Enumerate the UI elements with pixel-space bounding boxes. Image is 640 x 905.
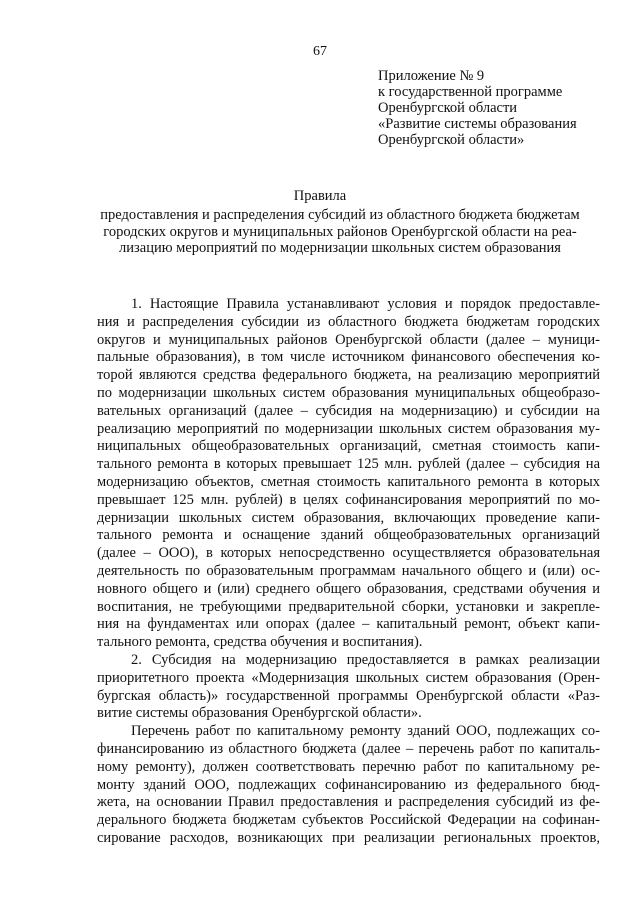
body-line: дернизации школьных систем образования, включающих проведение капи- <box>97 509 600 526</box>
body-line: воспитания, не требующими предварительной сборки, установки и закрепле- <box>97 598 600 615</box>
body-line: жета, на основании Правил предоставления и распределения субсидий из фе- <box>97 794 600 811</box>
body-line: тального ремонта и оснащение зданий общеобразовательных организаций <box>97 527 600 544</box>
body-line: 1. Настоящие Правила устанавливают условия и порядок предоставле- <box>131 296 600 312</box>
body-line: превышает 125 млн. рублей) в целях софинансирования мероприятий по мо- <box>97 491 600 508</box>
appendix-line: Оренбургской области <box>378 100 518 116</box>
body-line: сирование расходов, возникающих при реализации региональных проектов, <box>97 829 600 846</box>
body-line: монту зданий ООО, подлежащих софинансированию из федерального бюд- <box>97 776 600 793</box>
body-line: вательных организаций (далее – субсидия на модернизацию) и субсидии на <box>97 402 600 419</box>
body-line: дерального бюджета бюджетам субъектов Российской Федерации на софинан- <box>97 812 600 829</box>
body-line: новного общего и (или) среднего общего образования, средствами обучения и <box>97 580 600 597</box>
body-line: 2. Субсидия на модернизацию предоставляется в рамках реализации <box>131 651 600 668</box>
body-line: торой являются средства федерального бюджета, на реализацию мероприятий <box>97 367 600 384</box>
body-line: финансированию из областного бюджета (далее – перечень работ по капиталь- <box>97 740 600 757</box>
body-line: Перечень работ по капитальному ремонту зданий ООО, подлежащих со- <box>131 723 600 740</box>
subtitle-line: лизацию мероприятий по модернизации школьных систем образования <box>119 240 561 256</box>
body-line: деятельность по образовательным программам начального общего и (или) ос- <box>97 562 600 579</box>
appendix-line: Приложение № 9 <box>378 68 485 84</box>
body-line: реализацию мероприятий по модернизации школьных систем образования му- <box>97 420 600 437</box>
body-line: тального ремонта в которых превышает 125 млн. рублей (далее – субсидия на <box>97 456 600 473</box>
appendix-line: «Развитие системы образования <box>378 116 577 132</box>
body-line: тального ремонта, средства обучения и воспитания). <box>97 634 423 651</box>
body-line: ниципальных общеобразовательных организаций, сметная стоимость капи- <box>97 438 600 455</box>
body-line: пальные образования), в том числе источником финансового обеспечения ко- <box>97 349 600 366</box>
appendix-block <box>378 68 628 148</box>
subtitle-line: предоставления и распределения субсидий из областного бюджета бюджетам <box>100 207 580 223</box>
appendix-line: к государственной программе <box>378 84 563 100</box>
document-subtitle <box>80 207 600 257</box>
body-line: округов и муниципальных районов Оренбургской области (далее – муници- <box>97 331 600 348</box>
appendix-line: Оренбургской области» <box>378 132 525 148</box>
subtitle-line: городских округов и муниципальных районов Оренбургской области на реа- <box>103 223 577 240</box>
body-line: приоритетного проекта «Модернизация школьных систем образования (Орен- <box>97 669 600 686</box>
body-line: (далее – ООО), в которых непосредственно осуществляется образовательная <box>97 545 600 562</box>
document-title: Правила <box>293 188 347 204</box>
body-line: ния и распределения субсидии из областного бюджета бюджетам городских <box>97 313 600 330</box>
page-number: 67 <box>313 44 327 59</box>
body-line: бургская область)» государственной программы Оренбургской области «Раз- <box>97 687 600 704</box>
body-text <box>97 296 600 848</box>
body-line: модернизацию объектов, сметная стоимость капитального ремонта в которых <box>97 473 600 490</box>
body-line: ния на фундаментах или опорах (далее – капитальный ремонт, объект капи- <box>97 616 600 633</box>
body-line: витие системы образования Оренбургской области». <box>97 705 422 722</box>
body-line: по модернизации школьных систем образования муниципальных общеобразо- <box>97 384 600 401</box>
body-line: ному ремонту), должен соответствовать перечню работ по капитальному ре- <box>97 758 600 775</box>
